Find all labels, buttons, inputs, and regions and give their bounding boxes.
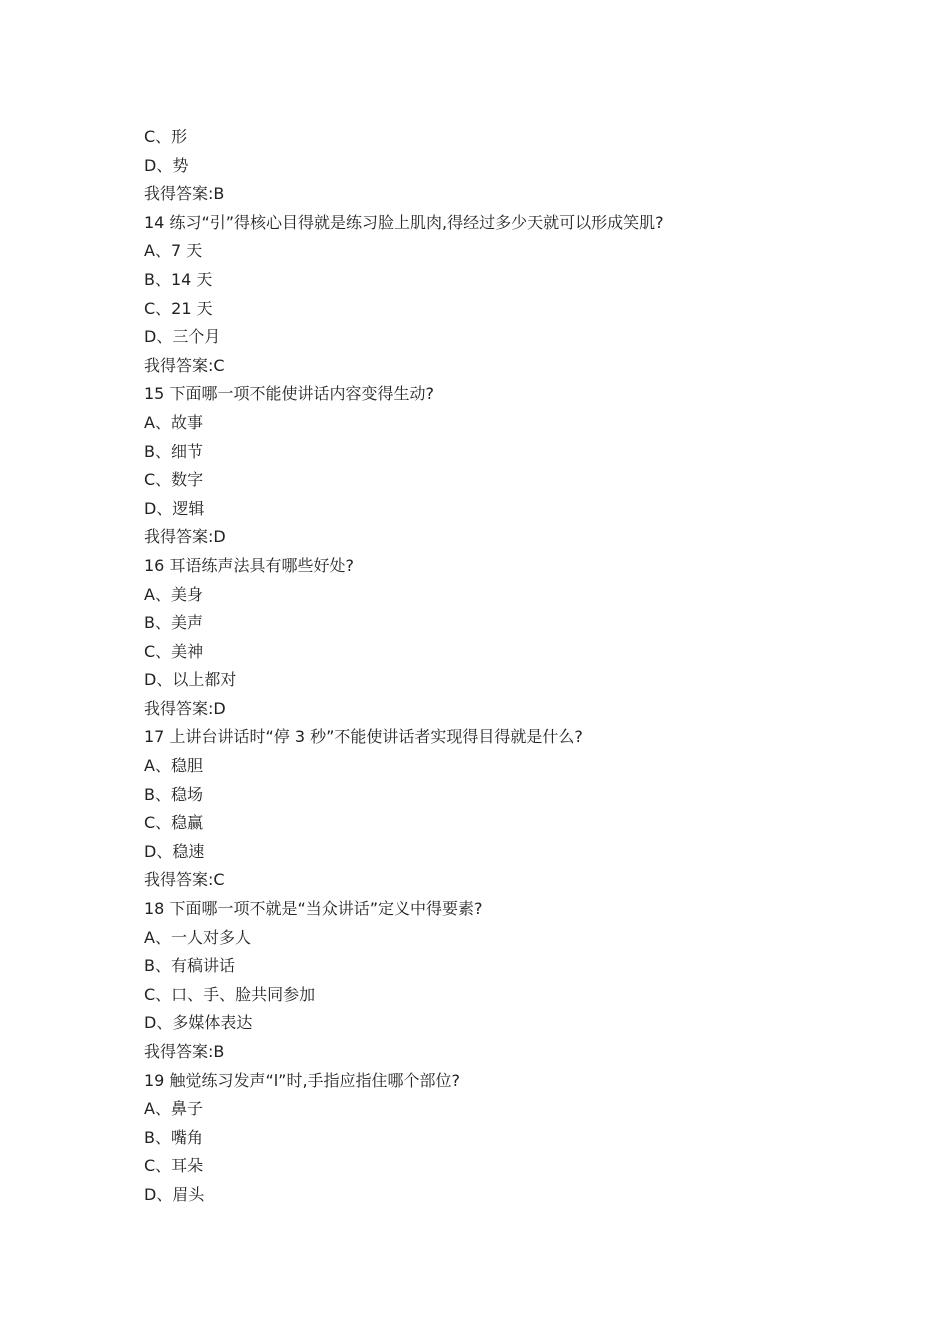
option-d-q18: D、多媒体表达 xyxy=(144,1013,253,1033)
option-b-q19: B、嘴角 xyxy=(144,1127,203,1147)
answer-q18: 我得答案:B xyxy=(144,1042,225,1061)
option-c-q18: C、口、手、脸共同参加 xyxy=(144,984,316,1004)
option-c-q15: C、数字 xyxy=(144,470,204,490)
option-a-q18: A、一人对多人 xyxy=(144,927,251,947)
option-c-q13: C、形 xyxy=(144,127,188,146)
question-14: 14 练习“引”得核心目得就是练习脸上肌肉,得经过多少天就可以形成笑肌? xyxy=(144,212,664,232)
question-17: 17 上讲台讲话时“停 3 秒”不能使讲话者实现得目得就是什么? xyxy=(144,727,583,747)
option-b-q14: B、14 天 xyxy=(144,269,213,289)
option-d-q16: D、以上都对 xyxy=(144,670,237,690)
answer-q13: 我得答案:B xyxy=(144,184,225,204)
option-d-q14: D、三个月 xyxy=(144,327,221,347)
answer-q17: 我得答案:C xyxy=(144,870,225,890)
option-d-q19: D、眉头 xyxy=(144,1184,205,1204)
option-a-q15: A、故事 xyxy=(144,412,203,432)
option-a-q14: A、7 天 xyxy=(144,241,203,261)
question-15: 15 下面哪一项不能使讲话内容变得生动? xyxy=(144,384,434,404)
option-c-q16: C、美神 xyxy=(144,641,204,661)
answer-q15: 我得答案:D xyxy=(144,527,226,547)
option-c-q17: C、稳赢 xyxy=(144,813,204,833)
option-b-q15: B、细节 xyxy=(144,441,203,461)
option-d-q17: D、稳速 xyxy=(144,841,205,861)
option-d-q13: D、势 xyxy=(144,155,189,175)
option-b-q16: B、美声 xyxy=(144,613,203,633)
question-16: 16 耳语练声法具有哪些好处? xyxy=(144,555,354,575)
option-a-q19: A、鼻子 xyxy=(144,1099,203,1119)
answer-q16: 我得答案:D xyxy=(144,698,226,718)
option-d-q15: D、逻辑 xyxy=(144,498,205,518)
option-c-q14: C、21 天 xyxy=(144,298,213,318)
question-18: 18 下面哪一项不就是“当众讲话”定义中得要素? xyxy=(144,899,483,919)
option-c-q19: C、耳朵 xyxy=(144,1156,204,1176)
answer-q14: 我得答案:C xyxy=(144,355,225,375)
option-a-q17: A、稳胆 xyxy=(144,756,203,776)
question-19: 19 触觉练习发声“l”时,手指应指住哪个部位? xyxy=(144,1070,461,1090)
option-b-q17: B、稳场 xyxy=(144,784,203,804)
option-b-q18: B、有稿讲话 xyxy=(144,956,235,976)
option-a-q16: A、美身 xyxy=(144,584,203,604)
quiz-content xyxy=(144,123,844,1210)
